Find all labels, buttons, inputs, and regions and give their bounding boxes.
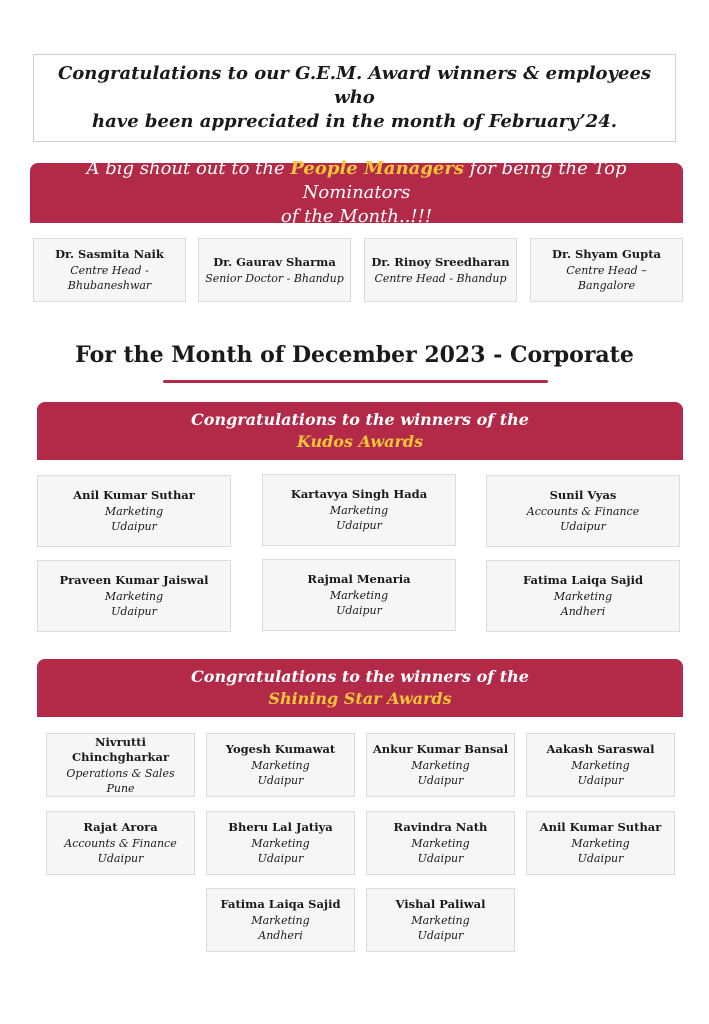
managers-banner-suffix: for being the Top Nominators (302, 158, 627, 203)
card-location: Udaipur (111, 605, 157, 618)
managers-banner-prefix: A big shout out to the (86, 158, 291, 179)
card-location: Pune (106, 781, 135, 795)
intro-line-1: Congratulations to our G.E.M. Award winners & employees who (57, 63, 652, 108)
card-role: Marketing (411, 759, 470, 772)
card-location: Udaipur (97, 852, 144, 865)
card-name: Bheru Lal Jatiya (228, 820, 333, 834)
card-name: Dr. Rinoy Sreedharan (371, 254, 510, 269)
card-role: Centre Head - (70, 264, 149, 277)
card-role: Marketing (571, 837, 630, 850)
card-location: Andheri (258, 929, 303, 942)
kudos-card (262, 559, 456, 631)
card-role: Marketing (329, 504, 389, 517)
card-role: Marketing (411, 837, 470, 850)
card-role: Marketing (251, 759, 310, 772)
card-location: Udaipur (257, 852, 304, 865)
kudos-card (37, 560, 231, 632)
managers-banner-line-2: of the Month..!!! (280, 206, 433, 227)
card-name: Anil Kumar Suthar (539, 820, 662, 834)
star-banner-highlight: Shining Star Awards (268, 689, 452, 708)
star-card (366, 733, 515, 797)
managers-banner-highlight: People Managers (290, 158, 464, 179)
card-name: Yogesh Kumawat (225, 742, 336, 756)
card-role: Operations & Sales (66, 766, 175, 780)
card-role: Marketing (251, 837, 310, 850)
card-name: Fatima Laiqa Sajid (522, 573, 644, 587)
star-card (526, 811, 675, 875)
kudos-card (486, 560, 680, 632)
card-location: Udaipur (336, 519, 382, 532)
card-name: Rajmal Menaria (307, 572, 411, 586)
card-name: Ravindra Nath (393, 820, 488, 834)
card-name: Aakash Saraswal (546, 742, 655, 756)
kudos-card (37, 475, 231, 547)
card-role: Marketing (104, 590, 164, 603)
intro-message (33, 54, 676, 142)
star-card (366, 888, 515, 952)
shining-star-banner (37, 659, 683, 717)
card-role: Centre Head – (566, 264, 647, 277)
card-location: Udaipur (336, 604, 382, 617)
star-card (206, 733, 355, 797)
card-location: Udaipur (417, 774, 464, 787)
card-name: Dr. Gaurav Sharma (213, 254, 336, 269)
month-heading: For the Month of December 2023 - Corporate (75, 342, 634, 368)
kudos-banner-line-1: Congratulations to the winners of the (191, 410, 529, 429)
card-name: Dr. Shyam Gupta (552, 247, 661, 261)
star-card (366, 811, 515, 875)
card-name: Rajat Arora (83, 820, 158, 834)
manager-card (198, 238, 351, 302)
card-role: Centre Head - Bhandup (374, 271, 507, 285)
kudos-banner (37, 402, 683, 460)
star-card (206, 811, 355, 875)
intro-line-2: have been appreciated in the month of February’24. (91, 111, 617, 132)
heading-underline (163, 380, 548, 383)
card-location: Udaipur (257, 774, 304, 787)
card-role: Marketing (329, 589, 389, 602)
card-name: Anil Kumar Suthar (73, 488, 195, 502)
card-role: Marketing (104, 505, 164, 518)
card-name: Sunil Vyas (549, 488, 617, 502)
card-role: Accounts & Finance (526, 505, 640, 518)
kudos-card (262, 474, 456, 546)
managers-banner (30, 158, 683, 227)
star-banner-line-1: Congratulations to the winners of the (191, 667, 529, 686)
card-location: Udaipur (577, 774, 624, 787)
card-role: Marketing (411, 914, 470, 927)
card-role: Accounts & Finance (64, 837, 177, 850)
card-name: Fatima Laiqa Sajid (220, 897, 341, 911)
card-name: Vishal Paliwal (395, 897, 486, 911)
star-card (526, 733, 675, 797)
kudos-card (486, 475, 680, 547)
card-role: Senior Doctor - Bhandup (205, 271, 344, 285)
card-location: Udaipur (560, 520, 606, 533)
card-name: Praveen Kumar Jaiswal (59, 573, 209, 587)
card-location: Bangalore (577, 279, 636, 292)
star-card (206, 888, 355, 952)
manager-card (364, 238, 517, 302)
star-card (46, 811, 195, 875)
star-card (46, 733, 195, 797)
card-role: Marketing (553, 590, 613, 603)
card-location: Andheri (560, 605, 606, 618)
card-location: Udaipur (111, 520, 157, 533)
card-name: Dr. Sasmita Naik (55, 247, 164, 261)
card-location: Bhubaneshwar (67, 279, 152, 292)
card-location: Udaipur (577, 852, 624, 865)
card-name: Nivrutti Chinchgharkar (72, 734, 169, 764)
card-location: Udaipur (417, 929, 464, 942)
kudos-banner-highlight: Kudos Awards (296, 432, 424, 451)
card-name: Kartavya Singh Hada (290, 487, 428, 501)
manager-card (530, 238, 683, 302)
card-role: Marketing (251, 914, 310, 927)
card-name: Ankur Kumar Bansal (372, 742, 509, 756)
card-role: Marketing (571, 759, 630, 772)
card-location: Udaipur (417, 852, 464, 865)
manager-card (33, 238, 186, 302)
